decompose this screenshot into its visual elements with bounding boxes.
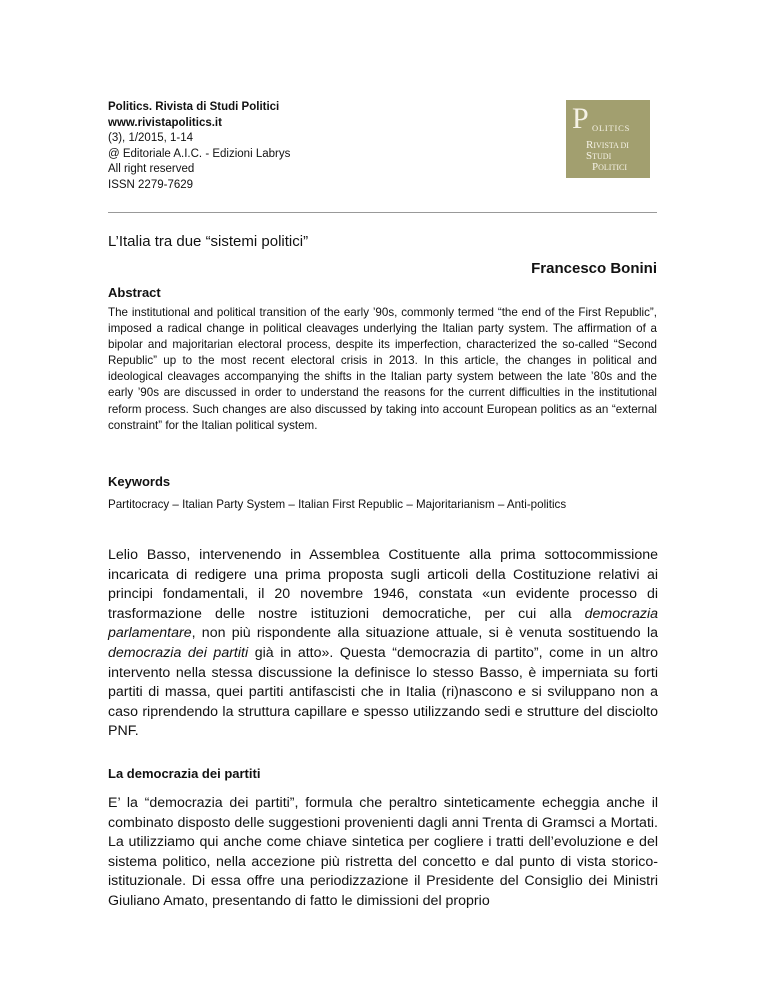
article-author: Francesco Bonini (531, 260, 657, 277)
logo-word: OLITICS (592, 123, 631, 133)
article-title: L’Italia tra due “sistemi politici” (108, 233, 309, 250)
keywords-heading: Keywords (108, 474, 171, 489)
abstract-heading: Abstract (108, 285, 161, 300)
abstract-text: The institutional and political transition of the early ’90s, commonly termed “the end of the First Republic”, imposed a radical change in political cleavages underlying the Italian party system. The affirmation of a bipolar and majoritarian electoral process, despite its imperfection, characterized the so-called “Second Republic” up to the most recent electoral crisis in 2013. In this article, the changes in political and ideological cleavages accompanying the shifts in the Italian party system between the late ’80s and the early ’90s are discussed in order to understand the reasons for the current difficulties in the institutional reform process. Such changes are also discussed by taking into account European politics as an “external constraint” for the Italian political system. (108, 306, 657, 432)
emphasis-democrazia-parlamentare: democrazia parlamentare (108, 605, 658, 642)
keywords-text: Partitocracy – Italian Party System – Italian First Republic – Majoritarianism – Anti-politics (108, 498, 567, 511)
journal-header (108, 100, 290, 194)
header-divider (108, 212, 657, 213)
emphasis-democrazia-dei-partiti: democrazia dei partiti (108, 644, 249, 661)
issn-info: ISSN 2279-7629 (108, 178, 194, 191)
publisher-info: @ Editoriale A.I.C. - Edizioni Labrys (108, 147, 291, 160)
logo-big-letter: P (572, 102, 589, 135)
issue-info: (3), 1/2015, 1-14 (108, 132, 194, 145)
journal-logo (566, 100, 650, 178)
journal-name: Politics. Rivista di Studi Politici (108, 101, 280, 113)
journal-website: www.rivistapolitics.it (108, 116, 222, 129)
body-paragraph-1: Lelio Basso, intervenendo in Assemblea Costituente alla prima sottocommissione incaricata di redigere una prima proposta sugli articoli della Costituzione relativi ai principi fondamentali, il 20 novembre 1946, constata «un evidente processo di trasformazione delle nostre istituzioni democratiche, per cui alla democrazia parlamentare, non più rispondente alla situazione attuale, si è venuta sostituendo la democrazia dei partiti già in atto». Questa “democrazia di partito”, come in un altro intervento nella stessa discussione la definisce lo stesso Basso, è imperniata su forti partiti di massa, quei partiti antifascisti che in Italia (ri)nascono e si sviluppano non a caso riprendendo la struttura capillare e spesso utilizzando sedi e strutture del disciolto PNF. (108, 547, 659, 740)
rights-info: All right reserved (108, 163, 195, 176)
section-heading: La democrazia dei partiti (108, 766, 261, 781)
body-paragraph-2: E’ la “democrazia dei partiti”, formula che peraltro sinteticamente echeggia anche il combinato disposto delle suggestioni provenienti dagli anni Trenta di Gramsci a Mortati. La utilizziamo qui anche come chiave sintetica per cogliere i tratti dell’evoluzione e del sistema politico, nella accezione più ristretta del concetto e dal punto di vista storico-istituzionale. Di essa offre una periodizzazione il Presidente del Consiglio dei Ministri Giuliano Amato, presentando di fatto le dimissioni del proprio (108, 795, 658, 909)
logo-subtitle: RIVISTA DI STUDI POLITICI (586, 139, 629, 173)
